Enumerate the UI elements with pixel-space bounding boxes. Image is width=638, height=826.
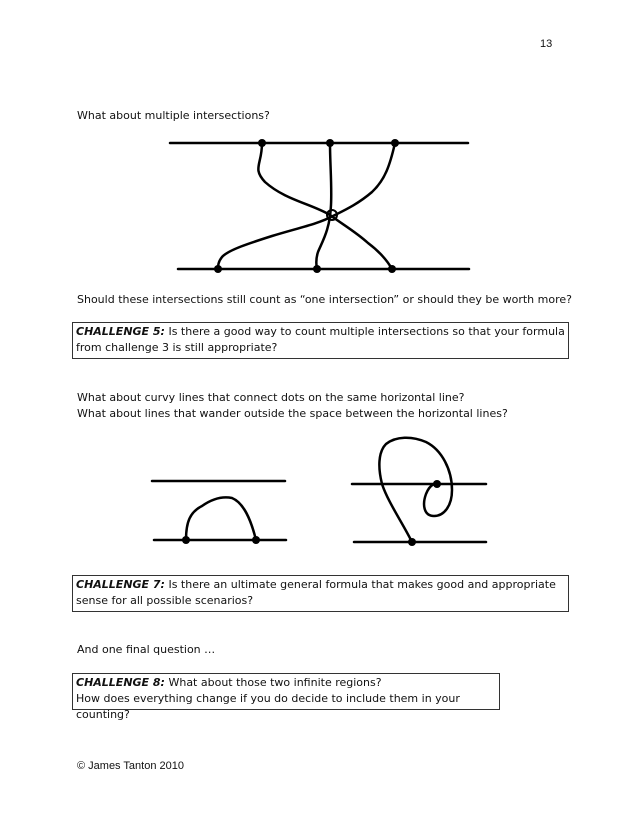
challenge-5-box	[72, 322, 569, 359]
final-question: And one final question …	[77, 643, 216, 656]
dot-bottom-left	[214, 265, 222, 273]
figure-3-dots	[408, 480, 441, 546]
curve-right-top-to-left-bottom	[218, 143, 395, 269]
challenge-8-label: CHALLENGE 8:	[76, 676, 165, 689]
challenge-8-box	[72, 673, 500, 721]
fig3-loop	[379, 438, 452, 542]
challenge-7-box	[72, 575, 569, 612]
challenge-7-line1: Is there an ultimate general formula that makes good and appropriate	[164, 578, 556, 591]
dot-top-middle	[326, 139, 334, 147]
challenge-8-line2: How does everything change if you do decide to include them in your counting?	[76, 692, 460, 721]
fig2-dot-left	[182, 536, 190, 544]
question-multiple-intersections: What about multiple intersections?	[77, 109, 270, 122]
copyright-footer: © James Tanton 2010	[77, 760, 184, 772]
challenge-7-line2: sense for all possible scenarios?	[76, 594, 254, 607]
figure-wandering-curve	[352, 438, 486, 542]
challenge-5-line1: Is there a good way to count multiple intersections so that your formula	[164, 325, 565, 338]
fig3-dot-top	[433, 480, 441, 488]
fig3-dot-bottom	[408, 538, 416, 546]
figure-same-line-curve	[152, 481, 286, 540]
dot-top-right	[391, 139, 399, 147]
curve-middle	[316, 143, 331, 269]
curve-left-top-to-right-bottom	[258, 143, 392, 269]
challenge-5-label: CHALLENGE 5:	[76, 325, 165, 338]
fig2-dot-right	[252, 536, 260, 544]
question-curvy-lines: What about curvy lines that connect dots on the same horizontal line?	[77, 391, 465, 404]
figure-1-dots	[214, 139, 399, 273]
question-count-intersections: Should these intersections still count as “one intersection” or should they be worth more?	[77, 293, 572, 306]
dot-top-left	[258, 139, 266, 147]
dot-bottom-middle	[313, 265, 321, 273]
challenge-5-line2: from challenge 3 is still appropriate?	[76, 341, 278, 354]
question-wandering-lines: What about lines that wander outside the space between the horizontal lines?	[77, 407, 508, 420]
figure-multiple-intersections	[170, 143, 469, 269]
page-number: 13	[540, 38, 553, 50]
fig2-arc	[186, 497, 256, 540]
challenge-7-label: CHALLENGE 7:	[76, 578, 165, 591]
dot-bottom-right	[388, 265, 396, 273]
challenge-8-line1: What about those two infinite regions?	[164, 676, 382, 689]
